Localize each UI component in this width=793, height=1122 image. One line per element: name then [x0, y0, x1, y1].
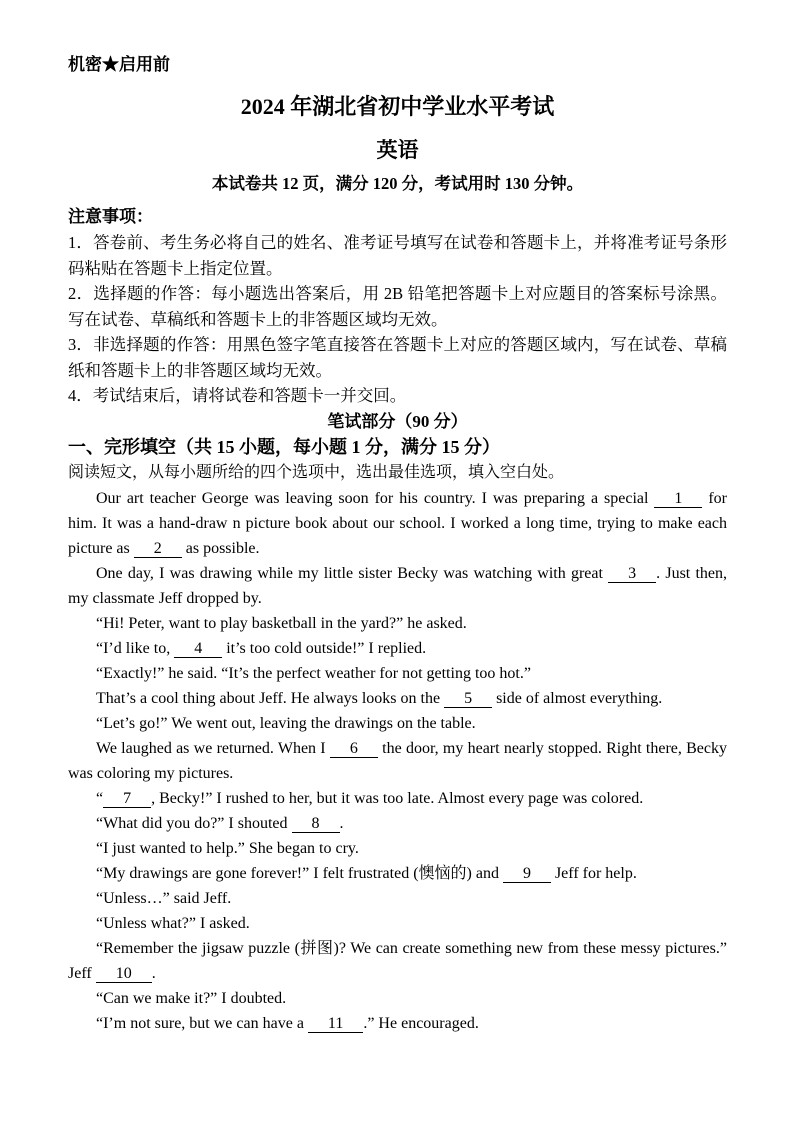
notice-item: 1．答卷前、考生务必将自己的姓名、准考证号填写在试卷和答题卡上，并将准考证号条形码粘贴在答题卡上指定位置。 [68, 233, 727, 278]
passage-paragraph: “Unless…” said Jeff. [96, 890, 232, 907]
cloze-blank-11: 11 [308, 1015, 363, 1033]
passage-paragraph: “What did you do?” I shouted 8 . [96, 815, 344, 832]
passage-paragraph: “Can we make it?” I doubted. [96, 990, 287, 1007]
cloze-blank-10: 10 [96, 965, 152, 983]
notice-header: 注意事项： [68, 207, 153, 226]
notice-list [68, 230, 727, 409]
cloze-blank-1: 1 [654, 490, 702, 508]
passage-paragraph: “Hi! Peter, want to play basketball in the yard?” he asked. [96, 615, 467, 632]
cloze-blank-2: 2 [134, 540, 182, 558]
cloze-blank-4: 4 [174, 640, 222, 658]
subject-title: 英语 [376, 138, 419, 162]
notice-item: 4．考试结束后，请将试卷和答题卡一并交回。 [68, 386, 407, 405]
section-one-header: 一、完形填空（共 15 小题，每小题 1 分，满分 15 分） [68, 437, 500, 457]
passage-paragraph: We laughed as we returned. When I 6 the door, my heart nearly stopped. Right there, Becky was coloring my pictures. [68, 740, 727, 782]
cloze-blank-9: 9 [503, 865, 551, 883]
passage-paragraph: “ 7 , Becky!” I rushed to her, but it was too late. Almost every page was colored. [96, 790, 644, 807]
passage-paragraph: “Exactly!” he said. “It’s the perfect weather for not getting too hot.” [96, 665, 531, 682]
passage-paragraph: “I’m not sure, but we can have a 11 .” He encouraged. [96, 1015, 479, 1032]
passage-paragraph: “My drawings are gone forever!” I felt frustrated (懊恼的) and 9 Jeff for help. [96, 865, 637, 882]
cloze-blank-6: 6 [330, 740, 378, 758]
cloze-blank-5: 5 [444, 690, 492, 708]
cloze-blank-8: 8 [292, 815, 340, 833]
cloze-blank-3: 3 [608, 565, 656, 583]
passage-paragraph: “I just wanted to help.” She began to cry. [96, 840, 359, 857]
passage-paragraph: “Let’s go!” We went out, leaving the drawings on the table. [96, 715, 476, 732]
written-part-header: 笔试部分（90 分） [327, 411, 468, 431]
exam-info-line: 本试卷共 12 页，满分 120 分，考试用时 130 分钟。 [211, 174, 584, 193]
passage-paragraph: That’s a cool thing about Jeff. He always looks on the 5 side of almost everything. [96, 690, 663, 707]
cloze-blank-7: 7 [103, 790, 151, 808]
classification-label: 机密★启用前 [68, 55, 170, 74]
passage-paragraph: One day, I was drawing while my little sister Becky was watching with great 3 . Just then, my classmate Jeff dropped by. [68, 565, 727, 607]
exam-title: 2024 年湖北省初中学业水平考试 [240, 94, 555, 119]
section-one-instructions: 阅读短文，从每小题所给的四个选项中，选出最佳选项，填入空白处。 [68, 464, 565, 481]
passage-paragraph: “Remember the jigsaw puzzle (拼图)? We can create something new from these messy pictures.” Jeff 10 . [68, 940, 727, 982]
passage-paragraph: “I’d like to, 4 it’s too cold outside!” I replied. [96, 640, 427, 657]
notice-item: 3．非选择题的作答：用黑色签字笔直接答在答题卡上对应的答题区域内，写在试卷、草稿纸和答题卡上的非答题区域均无效。 [68, 335, 727, 380]
passage-paragraph: Our art teacher George was leaving soon for his country. I was preparing a special 1 for him. It was a hand-draw n picture book about our school. I worked a long time, trying to make each picture as 2 as possible. [68, 490, 728, 557]
notice-item: 2．选择题的作答：每小题选出答案后，用 2B 铅笔把答题卡上对应题目的答案标号涂黑。写在试卷、草稿纸和答题卡上的非答题区域均无效。 [68, 284, 727, 329]
passage-paragraph: “Unless what?” I asked. [96, 915, 250, 932]
cloze-passage [68, 486, 727, 1036]
